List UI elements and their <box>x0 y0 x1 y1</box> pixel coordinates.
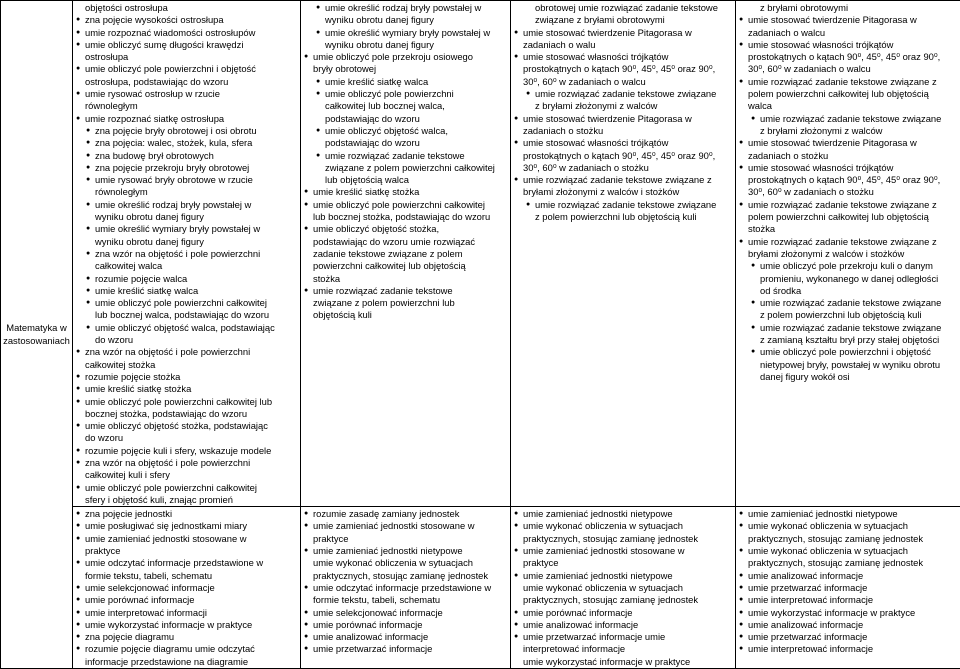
list-item: umie wykonać obliczenia w sytuacjach <box>514 582 733 594</box>
list-item: powierzchni całkowitej lub objętością <box>304 260 508 272</box>
list-item: ● umie stosować twierdzenie Pitagorasa w <box>514 113 733 125</box>
list-item: praktyce <box>76 545 298 557</box>
list-item: ● zna wzór na objętość i pole powierzchni <box>76 248 298 260</box>
list-item: praktycznych, stosując zamianę jednostek <box>739 557 958 569</box>
list-item: ● umie analizować informacje <box>739 619 958 631</box>
list-item: ● umie wykorzystać informacje w praktyce <box>76 619 298 631</box>
list-item: z polem powierzchni lub objętością kuli <box>514 211 733 223</box>
list-item: ● umie obliczyć pole powierzchni całkowitej <box>76 482 298 494</box>
list-item: ● umie stosować twierdzenie Pitagorasa w <box>514 27 733 39</box>
list-item: ● umie przetwarzać informacje <box>739 631 958 643</box>
list-item: zadanie tekstowe związane z polem <box>304 248 508 260</box>
list-item: polem powierzchni całkowitej lub objętością <box>739 211 958 223</box>
list-item: ● umie obliczyć objętość walca, podstawiając <box>76 322 298 334</box>
list-item: ● umie stosować własności trójkątów <box>739 162 958 174</box>
list-item: prostokątnych o kątach 90⁰, 45⁰, 45⁰ oraz 90⁰, <box>739 51 958 63</box>
list-item: ● umie interpretować informacji <box>76 607 298 619</box>
list-item: ● umie zamieniać jednostki stosowane w <box>514 545 733 557</box>
list-item: lub objętością walca <box>304 174 508 186</box>
list-item: ● umie zamieniać jednostki nietypowe <box>514 508 733 520</box>
list-item: umie wykonać obliczenia w sytuacjach <box>304 557 508 569</box>
list-item: 30⁰, 60⁰ w zadaniach o stożku <box>739 186 958 198</box>
list-item: ● zna pojęcie bryły obrotowej i osi obrotu <box>76 125 298 137</box>
list-item: ● umie zamieniać jednostki stosowane w <box>304 520 508 532</box>
row-geometry <box>1 1 960 507</box>
list-item: zadaniach o walcu <box>739 27 958 39</box>
list-item: ● umie określić rodzaj bryły powstałej w <box>304 2 508 14</box>
list-item: ● umie zamieniać jednostki nietypowe <box>739 508 958 520</box>
list-item: ● umie przetwarzać informacje <box>304 643 508 655</box>
list-item: polem powierzchni całkowitej lub objętością <box>739 88 958 100</box>
top-col2-list <box>304 2 508 322</box>
list-item: ● zna pojęcie wysokości ostrosłupa <box>76 14 298 26</box>
list-item: ● umie porównać informacje <box>304 619 508 631</box>
list-item: ● umie obliczyć pole przekroju kuli o danym <box>739 260 958 272</box>
list-item: z bryłami obrotowymi <box>739 2 958 14</box>
list-item: ● umie analizować informacje <box>739 570 958 582</box>
list-item: objętości ostrosłupa <box>76 2 298 14</box>
bottom-col3-list <box>514 508 733 668</box>
list-item: zadaniach o walu <box>514 39 733 51</box>
list-item: ● umie rozwiązać zadanie tekstowe <box>304 285 508 297</box>
list-item: ostrosłupa, podstawiając do wzoru <box>76 76 298 88</box>
list-item: danej figury wokół osi <box>739 371 958 383</box>
list-item: ● umie obliczyć pole powierzchni i objętość <box>739 346 958 358</box>
list-item: ● umie wykorzystać informacje w praktyce <box>739 607 958 619</box>
row-units-information <box>1 507 960 669</box>
list-item: ● umie rozwiązać zadanie tekstowe związane <box>739 322 958 334</box>
list-item: ● umie rozpoznać wiadomości ostrosłupów <box>76 27 298 39</box>
list-item: ● umie obliczyć sumę długości krawędzi <box>76 39 298 51</box>
top-col1-list <box>76 2 298 506</box>
list-item: ● rozumie pojęcie diagramu umie odczytać <box>76 643 298 655</box>
list-item: nietypowej bryły, powstałej w wyniku obrotu <box>739 359 958 371</box>
list-item: prostokątnych o kątach 90⁰, 45⁰, 45⁰ oraz 90⁰, <box>739 174 958 186</box>
list-item: praktycznych, stosując zamianę jednostek <box>514 533 733 545</box>
list-item: ● umie kreślić siatkę stożka <box>304 186 508 198</box>
list-item: ● umie obliczyć pole powierzchni całkowitej <box>304 199 508 211</box>
list-item: formie tekstu, tabeli, schematu <box>304 594 508 606</box>
list-item: formie tekstu, tabeli, schematu <box>76 570 298 582</box>
list-item: ● rozumie pojęcie stożka <box>76 371 298 383</box>
list-item: ● umie porównać informacje <box>76 594 298 606</box>
list-item: z polem powierzchni lub objętością kuli <box>739 309 958 321</box>
list-item: ● umie określić wymiary bryły powstałej w <box>304 27 508 39</box>
list-item: wyniku obrotu danej figury <box>76 236 298 248</box>
list-item: ● umie rozwiązać zadanie tekstowe związane z <box>739 76 958 88</box>
list-item: ● umie rozwiązać zadanie tekstowe <box>304 150 508 162</box>
list-item: ● umie interpretować informacje <box>739 643 958 655</box>
list-item: ● zna wzór na objętość i pole powierzchni <box>76 346 298 358</box>
list-item: ● umie zamieniać jednostki stosowane w <box>76 533 298 545</box>
list-item: wyniku obrotu danej figury <box>304 39 508 51</box>
top-col3-cell <box>511 1 736 507</box>
list-item: ● umie przetwarzać informacje umie <box>514 631 733 643</box>
list-item: z zamianą kształtu brył przy stałej objętości <box>739 334 958 346</box>
bottom-col4-list <box>739 508 958 656</box>
bottom-col1-list <box>76 508 298 668</box>
list-item: ● umie odczytać informacje przedstawione w <box>76 557 298 569</box>
list-item: ● umie rozwiązać zadanie tekstowe związane <box>739 297 958 309</box>
list-item: ● zna pojęcie diagramu <box>76 631 298 643</box>
top-col2-cell <box>301 1 511 507</box>
list-item: stożka <box>304 273 508 285</box>
list-item: do wzoru <box>76 334 298 346</box>
list-item: ● umie porównać informacje <box>514 607 733 619</box>
list-item: ● umie przetwarzać informacje <box>739 582 958 594</box>
list-item: ● umie obliczyć objętość stożka, podstawiając <box>76 420 298 432</box>
list-item: lub bocznej walca, podstawiając do wzoru <box>76 309 298 321</box>
list-item: ● umie rozwiązać zadanie tekstowe związane <box>514 199 733 211</box>
list-item: do wzoru <box>76 432 298 444</box>
list-item: praktycznych, stosując zamianę jednostek <box>304 570 508 582</box>
list-item: związane z polem powierzchni lub <box>304 297 508 309</box>
list-item: bryły obrotowej <box>304 63 508 75</box>
bottom-col2-cell <box>301 507 511 669</box>
list-item: ● umie rozwiązać zadanie tekstowe związane z <box>514 174 733 186</box>
list-item: ● zna pojęcie jednostki <box>76 508 298 520</box>
list-item: z bryłami złożonymi z walców <box>514 100 733 112</box>
list-item: ● rozumie pojęcie kuli i sfery, wskazuje modele <box>76 445 298 457</box>
list-item: ● umie rozpoznać siatkę ostrosłupa <box>76 113 298 125</box>
list-item: objętością kuli <box>304 309 508 321</box>
list-item: ● umie obliczyć objętość stożka, <box>304 223 508 235</box>
list-item: całkowitej lub bocznej walca, <box>304 100 508 112</box>
list-item: promieniu, wykonanego w danej odległości <box>739 273 958 285</box>
list-item: ● umie określić rodzaj bryły powstałej w <box>76 199 298 211</box>
list-item: ● umie kreślić siatkę walca <box>76 285 298 297</box>
list-item: ● rozumie pojęcie walca <box>76 273 298 285</box>
list-item: umie wykorzystać informacje w praktyce <box>514 656 733 668</box>
list-item: 30⁰, 60⁰ w zadaniach o stożku <box>514 162 733 174</box>
list-item: ● umie odczytać informacje przedstawione w <box>304 582 508 594</box>
list-item: lub bocznej stożka, podstawiając do wzoru <box>304 211 508 223</box>
top-col1-cell <box>73 1 301 507</box>
list-item: ● umie rozwiązać zadanie tekstowe związane <box>739 113 958 125</box>
bottom-col2-list <box>304 508 508 656</box>
list-item: ● umie stosować własności trójkątów <box>514 137 733 149</box>
list-item: ● zna budowę brył obrotowych <box>76 150 298 162</box>
list-item: ● umie stosować twierdzenie Pitagorasa w <box>739 137 958 149</box>
list-item: ● umie interpretować informacje <box>739 594 958 606</box>
list-item: wyniku obrotu danej figury <box>304 14 508 26</box>
list-item: ● umie stosować twierdzenie Pitagorasa w <box>739 14 958 26</box>
list-item: bocznej stożka, podstawiając do wzoru <box>76 408 298 420</box>
list-item: obrotowej umie rozwiązać zadanie tekstowe <box>514 2 733 14</box>
list-item: praktycznych, stosując zamianę jednostek <box>739 533 958 545</box>
top-col4-cell <box>736 1 960 507</box>
list-item: całkowitej walca <box>76 260 298 272</box>
list-item: ● umie zamieniać jednostki nietypowe <box>514 570 733 582</box>
list-item: ● umie kreślić siatkę walca <box>304 76 508 88</box>
list-item: od środka <box>739 285 958 297</box>
list-item: ● umie obliczyć pole powierzchni całkowitej lub <box>76 396 298 408</box>
list-item: ● zna wzór na objętość i pole powierzchni <box>76 457 298 469</box>
bottom-col1-cell <box>73 507 301 669</box>
category-cell <box>1 1 73 669</box>
bottom-col4-cell <box>736 507 960 669</box>
list-item: równoległym <box>76 186 298 198</box>
list-item: prostokątnych o kątach 90⁰, 45⁰, 45⁰ oraz 90⁰, <box>514 63 733 75</box>
list-item: ● umie określić wymiary bryły powstałej w <box>76 223 298 235</box>
list-item: z bryłami złożonymi z walców <box>739 125 958 137</box>
list-item: ● zna pojęcia: walec, stożek, kula, sfera <box>76 137 298 149</box>
list-item: bryłami złożonymi z walców i stożków <box>514 186 733 198</box>
list-item: zadaniach o stożku <box>514 125 733 137</box>
list-item: informacje przedstawione na diagramie <box>76 656 298 668</box>
list-item: podstawiając do wzoru umie rozwiązać <box>304 236 508 248</box>
list-item: ● umie obliczyć pole powierzchni i objętość <box>76 63 298 75</box>
list-item: ● umie rozwiązać zadanie tekstowe związane <box>514 88 733 100</box>
list-item: sfery i objętość kuli, znając promień <box>76 494 298 506</box>
list-item: całkowitej kuli i sfery <box>76 469 298 481</box>
list-item: praktycznych, stosując zamianę jednostek <box>514 594 733 606</box>
list-item: związane z polem powierzchni całkowitej <box>304 162 508 174</box>
top-col3-list <box>514 2 733 223</box>
list-item: ● umie wykonać obliczenia w sytuacjach <box>739 520 958 532</box>
category-label: Matematyka w zastosowaniach <box>3 322 70 345</box>
list-item: wyniku obrotu danej figury <box>76 211 298 223</box>
list-item: praktyce <box>514 557 733 569</box>
list-item: ● umie rysować bryły obrotowe w rzucie <box>76 174 298 186</box>
list-item: ● umie obliczyć pole powierzchni <box>304 88 508 100</box>
list-item: ● umie stosować własności trójkątów <box>514 51 733 63</box>
list-item: 30⁰, 60⁰ w zadaniach o walcu <box>739 63 958 75</box>
list-item: ● umie stosować własności trójkątów <box>739 39 958 51</box>
list-item: ● umie obliczyć pole powierzchni całkowitej <box>76 297 298 309</box>
list-item: ● umie rozwiązać zadanie tekstowe związane z <box>739 199 958 211</box>
list-item: ● zna pojęcie przekroju bryły obrotowej <box>76 162 298 174</box>
list-item: ● umie wykonać obliczenia w sytuacjach <box>739 545 958 557</box>
list-item: ● umie analizować informacje <box>304 631 508 643</box>
list-item: ostrosłupa <box>76 51 298 63</box>
list-item: ● umie rozwiązać zadanie tekstowe związane z <box>739 236 958 248</box>
list-item: ● umie wykonać obliczenia w sytuacjach <box>514 520 733 532</box>
list-item: ● umie selekcjonować informacje <box>304 607 508 619</box>
list-item: ● umie selekcjonować informacje <box>76 582 298 594</box>
list-item: ● umie obliczyć objętość walca, <box>304 125 508 137</box>
list-item: ● umie kreślić siatkę stożka <box>76 383 298 395</box>
list-item: podstawiając do wzoru <box>304 113 508 125</box>
list-item: całkowitej stożka <box>76 359 298 371</box>
list-item: ● umie zamieniać jednostki nietypowe <box>304 545 508 557</box>
list-item: podstawiając do wzoru <box>304 137 508 149</box>
list-item: stożka <box>739 223 958 235</box>
top-col4-list <box>739 2 958 383</box>
list-item: ● umie posługiwać się jednostkami miary <box>76 520 298 532</box>
list-item: równoległym <box>76 100 298 112</box>
list-item: ● umie obliczyć pole przekroju osiowego <box>304 51 508 63</box>
list-item: związane z bryłami obrotowymi <box>514 14 733 26</box>
list-item: ● umie rysować ostrosłup w rzucie <box>76 88 298 100</box>
list-item: ● umie analizować informacje <box>514 619 733 631</box>
list-item: ● rozumie zasadę zamiany jednostek <box>304 508 508 520</box>
list-item: prostokątnych o kątach 90⁰, 45⁰, 45⁰ oraz 90⁰, <box>514 150 733 162</box>
list-item: praktyce <box>304 533 508 545</box>
bottom-col3-cell <box>511 507 736 669</box>
list-item: zadaniach o stożku <box>739 150 958 162</box>
list-item: interpretować informacje <box>514 643 733 655</box>
list-item: bryłami złożonymi z walców i stożków <box>739 248 958 260</box>
list-item: walca <box>739 100 958 112</box>
list-item: 30⁰, 60⁰ w zadaniach o walcu <box>514 76 733 88</box>
